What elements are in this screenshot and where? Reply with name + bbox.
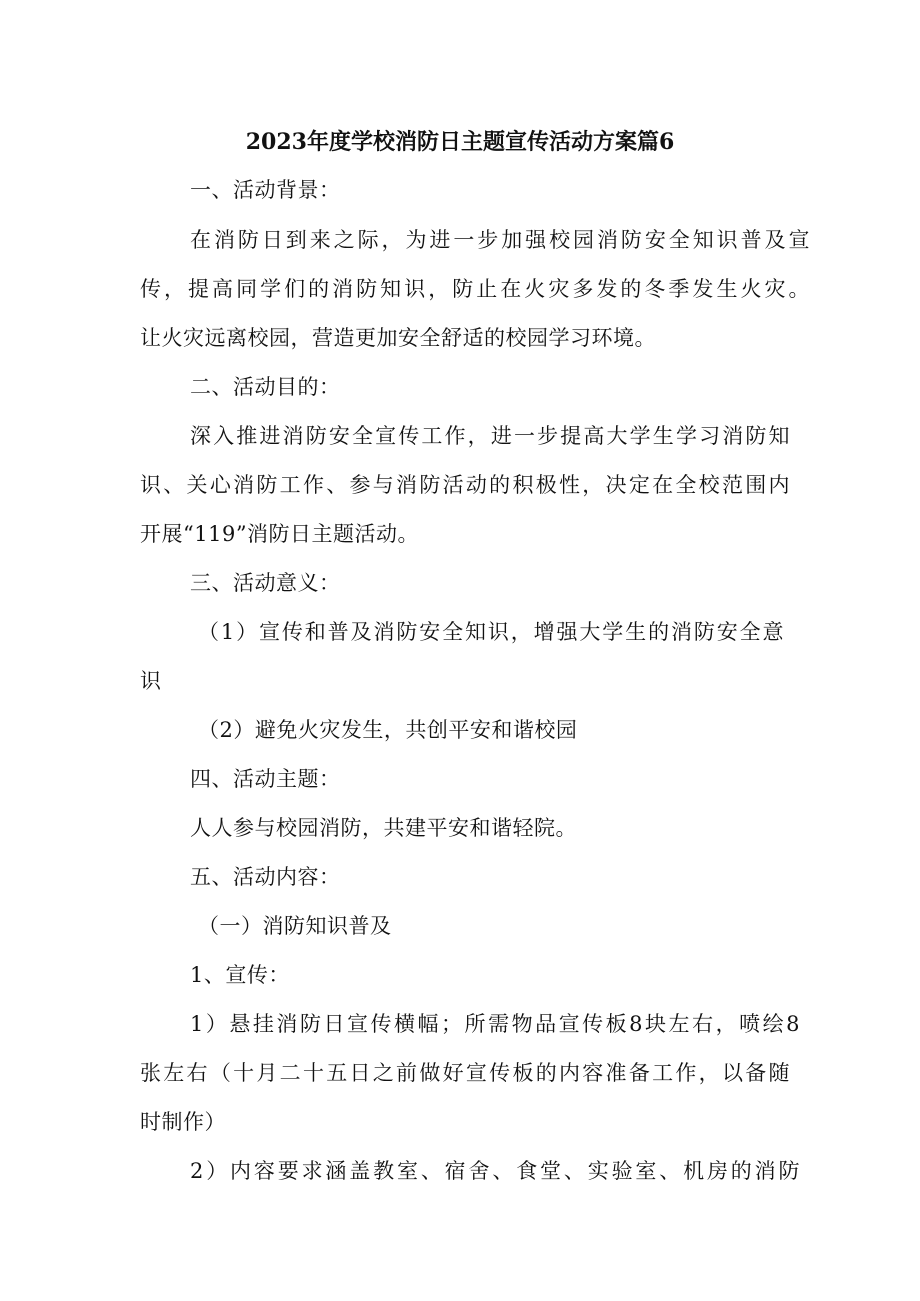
paragraph-line: 张左右（十月二十五日之前做好宣传板的内容准备工作，以备随 xyxy=(140,1061,790,1085)
paragraph-line: 人人参与校园消防，共建平安和谐轻院。 xyxy=(190,816,577,840)
paragraph-line: 识 xyxy=(140,669,162,693)
paragraph-line: （1）宣传和普及消防安全知识，增强大学生的消防安全意 xyxy=(198,620,784,644)
paragraph-line: 深入推进消防安全宣传工作，进一步提高大学生学习消防知 xyxy=(190,424,790,448)
paragraph-line: 在消防日到来之际，为进一步加强校园消防安全知识普及宣 xyxy=(190,228,810,252)
section-heading-background: 一、活动背景： xyxy=(190,178,341,202)
paragraph-line: 时制作） xyxy=(140,1110,226,1134)
section-heading-theme: 四、活动主题： xyxy=(190,767,341,791)
paragraph-line: 识、关心消防工作、参与消防活动的积极性，决定在全校范围内 xyxy=(140,473,790,497)
paragraph-line: 2）内容要求涵盖教室、宿舍、食堂、实验室、机房的消防 xyxy=(190,1159,800,1183)
section-heading-significance: 三、活动意义： xyxy=(190,571,341,595)
paragraph-line: 让火灾远离校园，营造更加安全舒适的校园学习环境。 xyxy=(140,326,656,350)
paragraph-line: （2）避免火灾发生，共创平安和谐校园 xyxy=(198,718,578,742)
document-title: 2023年度学校消防日主题宣传活动方案篇6 xyxy=(245,129,675,155)
section-heading-content: 五、活动内容： xyxy=(190,865,341,889)
subsection-heading: （一）消防知识普及 xyxy=(198,914,392,938)
paragraph-line: 传，提高同学们的消防知识，防止在火灾多发的冬季发生火灾。 xyxy=(140,277,810,301)
subsection-heading: 1、宣传： xyxy=(190,963,290,987)
section-heading-purpose: 二、活动目的： xyxy=(190,375,341,399)
paragraph-line: 开展“119”消防日主题活动。 xyxy=(140,522,420,546)
paragraph-line: 1）悬挂消防日宣传横幅；所需物品宣传板8块左右，喷绘8 xyxy=(190,1012,800,1036)
